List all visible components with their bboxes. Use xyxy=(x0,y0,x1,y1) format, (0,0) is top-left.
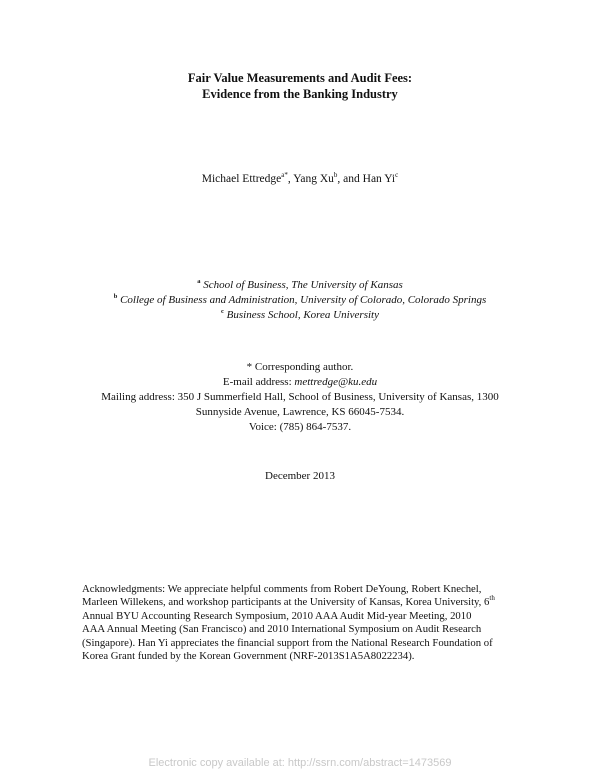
author-separator: , xyxy=(287,173,294,185)
author-mark: c xyxy=(395,171,399,179)
author-name: Michael Ettredge xyxy=(201,173,282,185)
contact-block xyxy=(0,360,600,435)
acknowledgments-line xyxy=(82,596,534,609)
paper-title-line-1: Fair Value Measurements and Audit Fees: xyxy=(187,71,413,85)
affiliation-mark: b xyxy=(113,293,118,300)
affiliation-item xyxy=(0,308,600,323)
email-address: mettredge@ku.edu xyxy=(294,376,378,388)
affiliation-text: School of Business, The University of Kansas xyxy=(203,279,403,291)
corresponding-author-note: * Corresponding author. xyxy=(246,361,354,373)
email-label: E-mail address: xyxy=(222,376,295,388)
author-separator: , and xyxy=(337,173,363,185)
acknowledgments-line: Annual BYU Accounting Research Symposium, 2010 AAA Audit Mid-year Meeting, 2010 xyxy=(82,609,472,622)
affiliation-mark: a xyxy=(197,278,201,285)
affiliation-item xyxy=(0,278,600,293)
affiliation-list xyxy=(0,278,600,323)
email-line xyxy=(0,375,600,390)
acknowledgments-line: Korea Grant funded by the Korean Government (NRF-2013S1A5A8022234). xyxy=(82,650,415,663)
voice-phone: Voice: (785) 864-7537. xyxy=(248,421,352,433)
author-mark: b xyxy=(333,171,338,179)
affiliation-text: College of Business and Administration, University of Colorado, Colorado Springs xyxy=(120,294,487,306)
paper-title-line-2: Evidence from the Banking Industry xyxy=(202,87,398,101)
paper-title xyxy=(0,70,600,102)
acknowledgments-text: Marleen Willekens, and workshop participants at the University of Kansas, Korea University, 6 xyxy=(82,596,490,609)
affiliation-mark: c xyxy=(221,308,224,315)
author-list xyxy=(0,172,600,186)
acknowledgments-line: AAA Annual Meeting (San Francisco) and 2010 International Symposium on Audit Research xyxy=(82,623,482,636)
ordinal-suffix: th xyxy=(489,594,495,603)
affiliation-item xyxy=(0,293,600,308)
acknowledgments xyxy=(82,583,534,663)
author-name: Han Yi xyxy=(362,173,396,185)
acknowledgments-line: (Singapore). Han Yi appreciates the financial support from the National Research Foundation of xyxy=(82,636,493,649)
author-name: Yang Xu xyxy=(293,173,334,185)
acknowledgments-line: Acknowledgments: We appreciate helpful comments from Robert DeYoung, Robert Knechel, xyxy=(82,583,482,595)
mailing-address-line-1: Mailing address: 350 J Summerfield Hall, School of Business, University of Kansas, 1300 xyxy=(101,391,499,403)
ssrn-footer-watermark: Electronic copy available at: http://ssrn.com/abstract=1473569 xyxy=(148,757,452,769)
publication-date: December 2013 xyxy=(265,470,335,482)
affiliation-text: Business School, Korea University xyxy=(226,309,379,321)
author-mark: a* xyxy=(281,171,288,179)
mailing-address-line-2: Sunnyside Avenue, Lawrence, KS 66045-7534. xyxy=(195,406,405,418)
